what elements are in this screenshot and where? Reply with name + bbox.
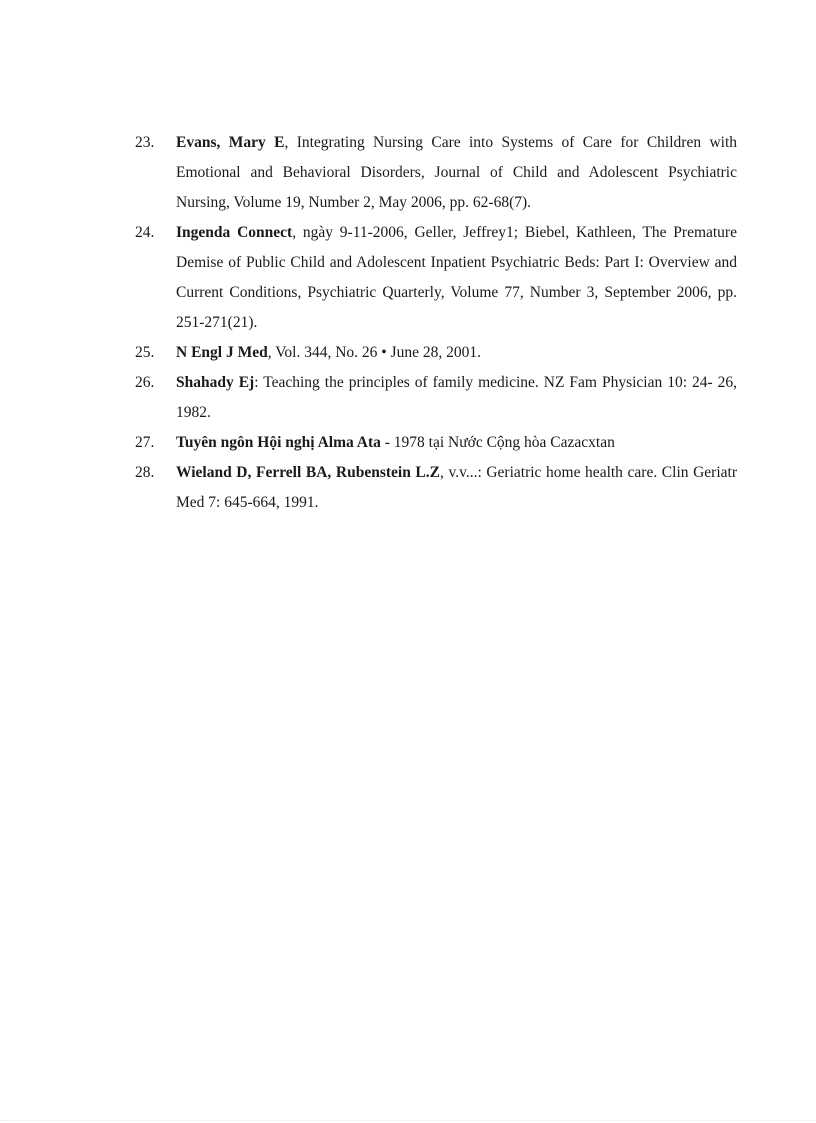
reference-citation: , Integrating Nursing Care into Systems of Care for Children with Emotional and Behavioral Disorders, Journal of Child and Adolescent Psychiatric Nursing, Volume 19, Number 2, May 2006, pp. 62-68(7).: [176, 134, 737, 211]
reference-number: 26.: [135, 374, 155, 391]
reference-author: Tuyên ngôn Hội nghị Alma Ata: [176, 434, 381, 451]
reference-citation: , v.v...: Geriatric home health care. Clin Geriatr Med 7: 645-664, 1991.: [176, 464, 737, 511]
reference-citation: , Vol. 344, No. 26 • June 28, 2001.: [267, 344, 481, 361]
reference-number: 27.: [135, 434, 155, 451]
reference-number: 23.: [135, 134, 155, 151]
reference-author: Shahady Ej: [176, 374, 255, 391]
reference-text: [176, 218, 737, 338]
reference-author: Wieland D, Ferrell BA, Rubenstein L.Z: [176, 464, 440, 481]
reference-item-24: [135, 218, 737, 338]
reference-citation: , ngày 9-11-2006, Geller, Jeffrey1; Biebel, Kathleen, The Premature Demise of Public Child and Adolescent Inpatient Psychiatric Beds: Part I: Overview and Current Conditions, Psychiatric Quarterly, Volume 77, Number 3, September 2006, pp. 251-271(21).: [176, 224, 737, 331]
reference-citation: : Teaching the principles of family medicine. NZ Fam Physician 10: 24- 26, 1982.: [176, 374, 738, 421]
reference-item-28: [135, 458, 737, 518]
reference-author: Evans, Mary E: [176, 134, 285, 151]
reference-number: 25.: [135, 344, 155, 361]
reference-list: [135, 128, 737, 518]
reference-author: N Engl J Med: [176, 344, 268, 361]
reference-text: [176, 338, 737, 368]
reference-number: 24.: [135, 224, 155, 241]
reference-text: [176, 458, 737, 518]
reference-item-25: [135, 338, 737, 368]
reference-item-23: [135, 128, 737, 218]
reference-text: [176, 428, 737, 458]
reference-text: [176, 128, 737, 218]
reference-item-26: [135, 368, 737, 428]
reference-item-27: [135, 428, 737, 458]
reference-author: Ingenda Connect: [176, 224, 293, 241]
reference-text: [176, 368, 737, 428]
reference-citation: - 1978 tại Nước Cộng hòa Cazacxtan: [380, 434, 615, 451]
page-bottom-rule: [0, 1120, 816, 1121]
reference-number: 28.: [135, 464, 155, 481]
